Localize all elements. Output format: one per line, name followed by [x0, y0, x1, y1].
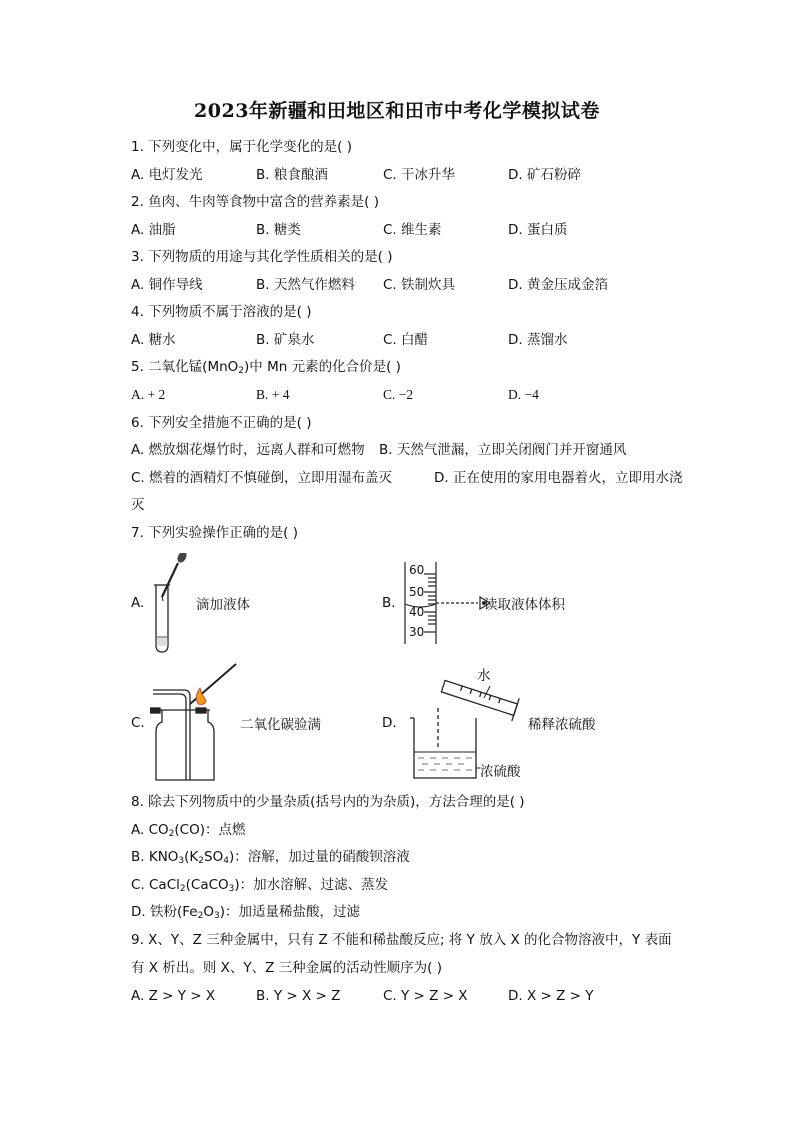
figure-d-caption: 稀释浓硫酸: [528, 717, 596, 733]
question-4-option-a: A. 糖水: [131, 332, 176, 348]
question-7-option-d: D.: [382, 715, 397, 731]
q8a-sub-1: 2: [168, 829, 175, 839]
q8b-part-a: B. KNO: [131, 849, 179, 865]
q8b-sub-1: 3: [178, 856, 185, 866]
question-2-option-b: B. 糖类: [256, 222, 301, 238]
question-6-stem: 6. 下列安全措施不正确的是( ): [131, 415, 312, 431]
q8d-sub-1: 2: [197, 911, 204, 921]
q8d-part-b: O: [203, 904, 214, 920]
q8c-sub-2: 3: [228, 884, 235, 894]
question-5-option-a: A. + 2: [131, 387, 166, 402]
question-1-option-d: D. 矿石粉碎: [508, 167, 581, 183]
figure-c-caption: 二氧化碳验满: [240, 717, 321, 733]
cylinder-tick-50: 50: [409, 585, 425, 599]
question-2-option-d: D. 蛋白质: [508, 222, 568, 238]
question-7-stem: 7. 下列实验操作正确的是( ): [131, 525, 298, 541]
q8c-part-b: (CaCO: [185, 877, 229, 893]
q8b-part-c: SO: [204, 849, 224, 865]
question-7-option-a: A.: [131, 595, 145, 611]
q8c-part-c: )：加水溶解、过滤、蒸发: [234, 877, 389, 893]
question-9-option-b: B. Y > X > Z: [256, 988, 341, 1004]
cylinder-tick-30: 30: [409, 625, 425, 639]
q8a-part-b: (CO)：点燃: [174, 822, 246, 838]
dropper-test-tube-figure: [148, 553, 194, 655]
question-1-stem: 1. 下列变化中，属于化学变化的是( ): [131, 139, 352, 155]
gas-bottle-figure: [150, 660, 240, 784]
question-9-stem: 9. X、Y、Z 三种金属中，只有 Z 不能和稀盐酸反应; 将 Y 放入 X 的化合物溶液中，Y 表面: [131, 932, 672, 948]
question-3-option-c: C. 铁制炊具: [383, 277, 456, 293]
figure-d-acid-label: 浓硫酸: [480, 764, 521, 780]
q8d-part-c: )：加适量稀盐酸，过滤: [219, 904, 360, 920]
question-1-option-a: A. 电灯发光: [131, 167, 203, 183]
question-9-option-d: D. X > Z > Y: [508, 988, 594, 1004]
q8d-sub-2: 3: [213, 911, 220, 921]
q8b-sub-2: 2: [198, 856, 205, 866]
question-8-option-d: [131, 903, 360, 925]
question-1-option-c: C. 干冰升华: [383, 167, 456, 183]
question-4-option-c: C. 白醋: [383, 332, 429, 348]
q8b-part-d: )：溶解，加过量的硝酸钡溶液: [228, 849, 410, 865]
question-5-option-c: C. −2: [383, 387, 414, 402]
question-1-option-b: B. 粮食酿酒: [256, 167, 328, 183]
question-6-option-c: C. 燃着的酒精灯不慎碰倒，立即用湿布盖灭: [131, 470, 393, 486]
question-5-stem-subscript: 2: [238, 366, 245, 376]
question-8-stem: 8. 除去下列物质中的少量杂质(括号内的为杂质)，方法合理的是( ): [131, 794, 525, 810]
question-8-option-c: [131, 876, 388, 898]
question-6-option-a: A. 燃放烟花爆竹时，远离人群和可燃物: [131, 442, 365, 458]
question-7-option-b: B.: [382, 595, 396, 611]
cylinder-tick-40: 40: [409, 605, 425, 619]
cylinder-tick-60: 60: [409, 563, 425, 577]
q8c-sub-1: 2: [179, 884, 186, 894]
question-5-option-b: B. + 4: [256, 387, 290, 402]
question-4-option-d: D. 蒸馏水: [508, 332, 568, 348]
question-5-stem-part-a: 5. 二氧化锰(MnO: [131, 359, 239, 375]
question-4-option-b: B. 矿泉水: [256, 332, 315, 348]
question-2-stem: 2. 鱼肉、牛肉等食物中富含的营养素是( ): [131, 194, 379, 210]
question-6-option-b: B. 天然气泄漏，立即关闭阀门并开窗通风: [379, 442, 627, 458]
q8c-part-a: C. CaCl: [131, 877, 180, 893]
question-6-option-d: D. 正在使用的家用电器着火，立即用水浇: [434, 470, 683, 486]
question-4-stem: 4. 下列物质不属于溶液的是( ): [131, 304, 312, 320]
q8b-part-b: (K: [184, 849, 199, 865]
question-2-option-a: A. 油脂: [131, 222, 176, 238]
question-9-option-a: A. Z > Y > X: [131, 988, 216, 1004]
page-title: 2023年新疆和田地区和田市中考化学模拟试卷: [194, 100, 600, 122]
figure-a-caption: 滴加液体: [196, 597, 250, 613]
question-7-option-c: C.: [131, 715, 145, 731]
q8a-part-a: A. CO: [131, 822, 169, 838]
question-3-option-b: B. 天然气作燃料: [256, 277, 355, 293]
question-2-option-c: C. 维生素: [383, 222, 442, 238]
question-3-option-d: D. 黄金压成金箔: [508, 277, 608, 293]
figure-d-water-label: 水: [477, 668, 491, 684]
question-9-stem-line-2: 有 X 析出。则 X、Y、Z 三种金属的活动性顺序为( ): [131, 960, 442, 976]
figure-b-caption: 读取液体体积: [484, 597, 565, 613]
q8b-sub-3: 4: [223, 856, 229, 866]
question-8-option-a: [131, 821, 245, 843]
question-3-option-a: A. 铜作导线: [131, 277, 203, 293]
question-5-stem-part-b: )中 Mn 元素的化合价是( ): [244, 359, 401, 375]
question-5-stem: [131, 358, 401, 380]
question-5-option-d: D. −4: [508, 387, 539, 402]
question-8-option-b: [131, 848, 410, 870]
q8d-part-a: D. 铁粉(Fe: [131, 904, 198, 920]
question-6-option-d-continued: 灭: [131, 497, 145, 513]
question-9-option-c: C. Y > Z > X: [383, 988, 468, 1004]
question-3-stem: 3. 下列物质的用途与其化学性质相关的是( ): [131, 249, 393, 265]
